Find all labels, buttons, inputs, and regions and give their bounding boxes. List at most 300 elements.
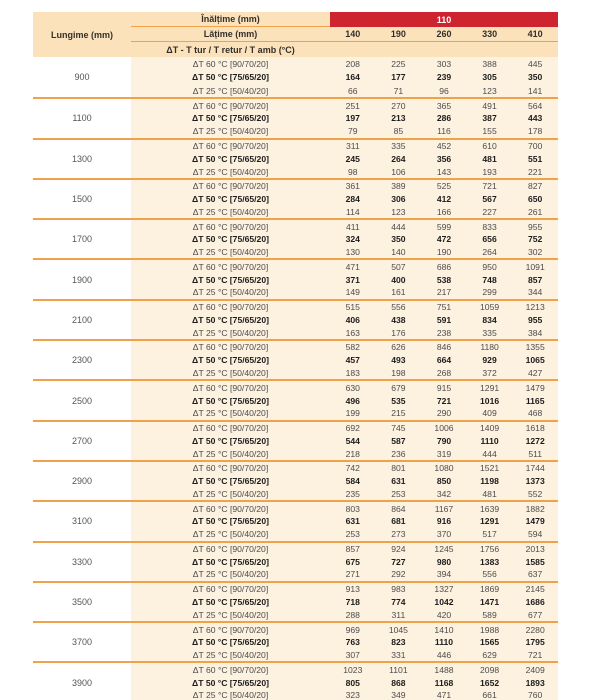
width-value-cell: 410 [512, 27, 558, 42]
output-value-cell: 515 [345, 302, 360, 313]
length-group [33, 258, 558, 298]
length-value-cell: 1100 [33, 99, 131, 137]
output-value-cell: 1023 [343, 664, 363, 675]
output-value-cell: 1744 [525, 463, 545, 474]
output-value-cell: 427 [528, 367, 543, 378]
output-value-cell: 1180 [480, 342, 499, 353]
output-value-cell: 1488 [434, 664, 454, 675]
dt60-row-label: ΔT 60 °C [90/70/20] [192, 624, 269, 635]
output-value-cell: 303 [436, 58, 452, 69]
output-value-cell: 1410 [434, 624, 454, 635]
output-value-cell: 868 [391, 677, 406, 688]
output-value-cell: 1355 [525, 342, 545, 353]
length-value-cell: 1500 [33, 180, 131, 218]
output-value-cell: 599 [436, 221, 452, 232]
dt25-row-label: ΔT 25 °C [50/40/20] [192, 206, 269, 217]
output-value-cell: 452 [436, 140, 452, 151]
dt25-row-label: ΔT 25 °C [50/40/20] [192, 488, 269, 499]
output-value-cell: 331 [391, 650, 406, 661]
output-value-cell: 217 [436, 287, 452, 298]
output-value-cell: 929 [482, 355, 497, 366]
output-value-cell: 1291 [480, 382, 500, 393]
output-value-cell: 384 [528, 327, 543, 338]
output-value-cell: 225 [391, 58, 406, 69]
output-value-cell: 686 [436, 261, 452, 272]
dt60-row-label: ΔT 60 °C [90/70/20] [192, 664, 269, 675]
output-value-cell: 587 [391, 435, 406, 446]
output-value-cell: 915 [436, 382, 452, 393]
output-value-cell: 552 [528, 488, 543, 499]
output-value-cell: 535 [391, 395, 406, 406]
dt50-row-label: ΔT 50 °C [75/65/20] [192, 516, 269, 527]
output-value-cell: 411 [345, 221, 360, 232]
output-value-cell: 721 [528, 650, 543, 661]
output-value-cell: 236 [391, 448, 406, 459]
output-value-cell: 66 [348, 85, 358, 96]
output-value-cell: 2145 [525, 584, 545, 595]
output-value-cell: 106 [391, 166, 406, 177]
output-value-cell: 1198 [480, 476, 499, 487]
dt60-row-label: ΔT 60 °C [90/70/20] [192, 221, 269, 232]
dt60-row-label: ΔT 60 °C [90/70/20] [192, 100, 269, 111]
output-value-cell: 290 [436, 408, 452, 419]
length-group [33, 218, 558, 258]
length-value-cell: 3100 [33, 502, 131, 540]
output-value-cell: 924 [391, 543, 406, 554]
output-value-cell: 1882 [525, 503, 545, 514]
dt50-row-label: ΔT 50 °C [75/65/20] [192, 355, 269, 366]
dt50-row-label: ΔT 50 °C [75/65/20] [192, 274, 269, 285]
output-value-cell: 253 [345, 529, 360, 540]
output-value-cell: 752 [528, 234, 543, 245]
output-value-cell: 471 [436, 690, 452, 700]
length-group [33, 661, 558, 700]
output-value-cell: 361 [345, 181, 360, 192]
output-value-cell: 980 [436, 556, 452, 567]
output-value-cell: 292 [391, 569, 406, 580]
output-value-cell: 582 [345, 342, 360, 353]
dt50-row-label: ΔT 50 °C [75/65/20] [192, 395, 269, 406]
output-value-cell: 718 [345, 597, 360, 607]
output-value-cell: 163 [345, 327, 360, 338]
output-value-cell: 350 [528, 72, 543, 83]
dt25-row-label: ΔT 25 °C [50/40/20] [192, 367, 269, 378]
output-value-cell: 594 [528, 529, 543, 540]
length-group [33, 299, 558, 339]
output-value-cell: 208 [345, 58, 360, 69]
length-value-cell: 2100 [33, 301, 131, 339]
length-value-cell: 3300 [33, 543, 131, 581]
dt25-row-label: ΔT 25 °C [50/40/20] [192, 85, 269, 96]
table-body [33, 57, 558, 700]
output-value-cell: 388 [482, 58, 497, 69]
output-value-cell: 983 [391, 584, 406, 595]
output-value-cell: 1373 [525, 476, 545, 487]
output-value-cell: 273 [391, 529, 406, 540]
output-value-cell: 692 [345, 423, 360, 434]
output-value-cell: 164 [345, 72, 360, 83]
output-value-cell: 288 [345, 609, 360, 620]
output-value-cell: 1686 [525, 597, 545, 607]
length-value-cell: 2900 [33, 462, 131, 500]
dt25-row-label: ΔT 25 °C [50/40/20] [192, 690, 269, 700]
output-value-cell: 199 [345, 408, 360, 419]
length-value-cell: 2500 [33, 381, 131, 419]
dt25-row-label: ΔT 25 °C [50/40/20] [192, 448, 269, 459]
output-value-cell: 1101 [389, 664, 408, 675]
output-value-cell: 370 [436, 529, 452, 540]
output-value-cell: 675 [345, 556, 360, 567]
output-value-cell: 677 [528, 609, 543, 620]
output-value-cell: 584 [345, 476, 360, 487]
dt60-row-label: ΔT 60 °C [90/70/20] [192, 423, 269, 434]
height-value-bar: 110 [330, 12, 558, 27]
length-value-cell: 900 [33, 57, 131, 97]
output-value-cell: 409 [482, 408, 497, 419]
dt25-row-label: ΔT 25 °C [50/40/20] [192, 650, 269, 661]
output-value-cell: 591 [436, 314, 452, 325]
delta-t-header-cell: ΔT - T tur / T retur / T amb (°C) [131, 42, 330, 57]
output-value-cell: 1080 [434, 463, 454, 474]
output-value-cell: 406 [345, 314, 360, 325]
output-value-cell: 176 [391, 327, 406, 338]
output-value-cell: 221 [528, 166, 543, 177]
output-value-cell: 264 [482, 247, 497, 258]
output-value-cell: 955 [528, 314, 543, 325]
output-value-cell: 491 [482, 100, 497, 111]
output-value-cell: 387 [482, 113, 497, 124]
output-value-cell: 544 [345, 435, 360, 446]
output-value-cell: 140 [391, 247, 406, 258]
output-value-cell: 1213 [525, 302, 545, 313]
output-value-cell: 311 [345, 140, 360, 151]
output-value-cell: 1618 [525, 423, 545, 434]
output-value-cell: 335 [482, 327, 497, 338]
output-value-cell: 751 [436, 302, 452, 313]
output-value-cell: 1795 [525, 637, 545, 648]
dt60-row-label: ΔT 60 °C [90/70/20] [192, 181, 269, 192]
length-value-cell: 1300 [33, 140, 131, 178]
output-value-cell: 471 [345, 261, 360, 272]
output-value-cell: 284 [345, 194, 360, 205]
output-value-cell: 664 [436, 355, 452, 366]
output-value-cell: 193 [482, 166, 497, 177]
output-value-cell: 190 [436, 247, 452, 258]
table-header [33, 12, 558, 57]
output-value-cell: 564 [528, 100, 543, 111]
output-value-cell: 834 [482, 314, 497, 325]
dt50-row-label: ΔT 50 °C [75/65/20] [192, 194, 269, 205]
output-value-cell: 742 [345, 463, 360, 474]
dt50-row-label: ΔT 50 °C [75/65/20] [192, 637, 269, 648]
output-value-cell: 302 [528, 247, 543, 258]
output-value-cell: 833 [482, 221, 497, 232]
output-value-cell: 2098 [480, 664, 500, 675]
output-value-cell: 801 [391, 463, 406, 474]
output-value-cell: 215 [391, 408, 406, 419]
output-value-cell: 1383 [480, 556, 500, 567]
output-value-cell: 556 [391, 302, 406, 313]
output-value-cell: 227 [482, 206, 497, 217]
output-value-cell: 850 [436, 476, 452, 487]
output-value-cell: 372 [482, 367, 497, 378]
output-value-cell: 356 [436, 153, 452, 164]
output-value-cell: 763 [345, 637, 360, 648]
output-value-cell: 1479 [525, 516, 545, 527]
output-value-cell: 481 [482, 488, 497, 499]
output-value-cell: 114 [345, 206, 360, 217]
output-value-cell: 444 [482, 448, 497, 459]
dt25-row-label: ΔT 25 °C [50/40/20] [192, 166, 269, 177]
output-value-cell: 1091 [525, 261, 545, 272]
dt60-row-label: ΔT 60 °C [90/70/20] [192, 342, 269, 353]
output-value-cell: 857 [345, 543, 360, 554]
output-value-cell: 823 [391, 637, 406, 648]
dt25-row-label: ΔT 25 °C [50/40/20] [192, 126, 269, 137]
output-value-cell: 721 [482, 181, 497, 192]
length-value-cell: 3900 [33, 663, 131, 700]
output-value-cell: 629 [482, 650, 497, 661]
output-value-cell: 178 [528, 126, 543, 137]
output-value-cell: 218 [345, 448, 360, 459]
dt50-row-label: ΔT 50 °C [75/65/20] [192, 476, 269, 487]
output-value-cell: 700 [528, 140, 543, 151]
dt50-row-label: ΔT 50 °C [75/65/20] [192, 677, 269, 688]
output-value-cell: 1006 [434, 423, 454, 434]
output-value-cell: 1165 [525, 395, 545, 406]
dt50-row-label: ΔT 50 °C [75/65/20] [192, 153, 269, 164]
output-value-cell: 661 [482, 690, 497, 700]
dt60-row-label: ΔT 60 °C [90/70/20] [192, 261, 269, 272]
dt25-row-label: ΔT 25 °C [50/40/20] [192, 287, 269, 298]
output-value-cell: 166 [436, 206, 452, 217]
output-value-cell: 323 [345, 690, 360, 700]
width-value-cell: 260 [421, 27, 467, 42]
output-value-cell: 183 [345, 367, 360, 378]
output-value-cell: 630 [345, 382, 360, 393]
output-value-cell: 445 [528, 58, 543, 69]
length-value-cell: 3700 [33, 623, 131, 661]
dt60-row-label: ΔT 60 °C [90/70/20] [192, 543, 269, 554]
output-value-cell: 149 [345, 287, 360, 298]
output-value-cell: 96 [439, 85, 449, 96]
output-value-cell: 371 [345, 274, 360, 285]
dt60-row-label: ΔT 60 °C [90/70/20] [192, 58, 269, 69]
output-value-cell: 760 [528, 690, 543, 700]
output-value-cell: 525 [436, 181, 452, 192]
output-value-cell: 864 [391, 503, 406, 514]
output-value-cell: 412 [436, 194, 452, 205]
output-value-cell: 1168 [434, 677, 454, 688]
output-value-cell: 71 [393, 85, 404, 96]
output-value-cell: 468 [528, 408, 543, 419]
length-group [33, 57, 558, 97]
output-value-cell: 123 [482, 85, 497, 96]
output-value-cell: 245 [345, 153, 360, 164]
width-value-cell: 330 [467, 27, 513, 42]
output-value-cell: 567 [482, 194, 497, 205]
dt25-row-label: ΔT 25 °C [50/40/20] [192, 247, 269, 258]
output-value-cell: 748 [482, 274, 497, 285]
dt25-row-label: ΔT 25 °C [50/40/20] [192, 529, 269, 540]
dt50-row-label: ΔT 50 °C [75/65/20] [192, 72, 269, 83]
output-value-cell: 1167 [434, 503, 454, 514]
dt50-row-label: ΔT 50 °C [75/65/20] [192, 234, 269, 245]
output-value-cell: 481 [482, 153, 497, 164]
output-value-cell: 650 [528, 194, 543, 205]
output-value-cell: 177 [391, 72, 406, 83]
length-group [33, 339, 558, 379]
output-value-cell: 438 [391, 314, 406, 325]
output-value-cell: 286 [436, 113, 452, 124]
output-value-cell: 443 [528, 113, 543, 124]
output-value-cell: 790 [436, 435, 452, 446]
length-value-cell: 1700 [33, 220, 131, 258]
dt50-row-label: ΔT 50 °C [75/65/20] [192, 556, 269, 567]
output-value-cell: 916 [436, 516, 452, 527]
dt60-row-label: ΔT 60 °C [90/70/20] [192, 463, 269, 474]
output-value-cell: 238 [436, 327, 452, 338]
output-value-cell: 251 [345, 100, 360, 111]
output-value-cell: 1409 [480, 423, 500, 434]
output-value-cell: 496 [345, 395, 360, 406]
output-value-cell: 1756 [480, 543, 500, 554]
output-value-cell: 349 [391, 690, 406, 700]
output-value-cell: 394 [436, 569, 452, 580]
output-value-cell: 444 [391, 221, 406, 232]
output-value-cell: 969 [345, 624, 360, 635]
output-value-cell: 2409 [525, 664, 545, 675]
output-value-cell: 511 [528, 448, 543, 459]
output-value-cell: 305 [482, 72, 497, 83]
output-value-cell: 637 [528, 569, 543, 580]
output-value-cell: 805 [345, 677, 360, 688]
output-value-cell: 324 [345, 234, 360, 245]
length-group [33, 500, 558, 540]
output-value-cell: 389 [391, 181, 406, 192]
output-value-cell: 679 [391, 382, 406, 393]
output-value-cell: 1045 [388, 624, 408, 635]
length-group [33, 581, 558, 621]
output-value-cell: 365 [436, 100, 452, 111]
output-value-cell: 261 [528, 206, 543, 217]
dt25-row-label: ΔT 25 °C [50/40/20] [192, 609, 269, 620]
output-value-cell: 551 [528, 153, 543, 164]
output-value-cell: 803 [345, 503, 360, 514]
dt25-row-label: ΔT 25 °C [50/40/20] [192, 408, 269, 419]
output-value-cell: 400 [391, 274, 406, 285]
output-value-cell: 1291 [480, 516, 500, 527]
width-label-cell: Lățime (mm) [131, 27, 330, 42]
output-value-cell: 472 [436, 234, 452, 245]
output-value-cell: 161 [391, 287, 406, 298]
output-value-cell: 130 [345, 247, 360, 258]
output-value-cell: 319 [436, 448, 452, 459]
output-value-cell: 610 [482, 140, 497, 151]
length-value-cell: 2300 [33, 341, 131, 379]
output-value-cell: 270 [391, 100, 406, 111]
output-value-cell: 1110 [480, 435, 499, 446]
output-value-cell: 253 [391, 488, 406, 499]
output-value-cell: 1521 [480, 463, 500, 474]
output-value-cell: 774 [391, 597, 406, 607]
output-value-cell: 116 [437, 126, 451, 137]
output-value-cell: 1652 [480, 677, 500, 688]
output-value-cell: 2280 [525, 624, 545, 635]
length-group [33, 379, 558, 419]
dt25-row-label: ΔT 25 °C [50/40/20] [192, 327, 269, 338]
output-value-cell: 342 [436, 488, 452, 499]
output-value-cell: 727 [391, 556, 406, 567]
length-column-header: Lungime (mm) [33, 12, 131, 57]
output-value-cell: 143 [436, 166, 452, 177]
output-value-cell: 299 [482, 287, 497, 298]
length-group [33, 97, 558, 137]
dt50-row-label: ΔT 50 °C [75/65/20] [192, 435, 269, 446]
output-value-cell: 1065 [525, 355, 545, 366]
output-value-cell: 141 [528, 85, 543, 96]
length-group [33, 138, 558, 178]
output-value-cell: 98 [348, 166, 358, 177]
output-value-cell: 268 [436, 367, 452, 378]
output-value-cell: 745 [391, 423, 406, 434]
output-value-cell: 155 [482, 126, 497, 137]
radiator-output-table [33, 12, 558, 700]
output-value-cell: 631 [391, 476, 406, 487]
width-value-cell: 190 [376, 27, 422, 42]
output-value-cell: 271 [345, 569, 360, 580]
output-value-cell: 1988 [480, 624, 500, 635]
output-value-cell: 264 [391, 153, 406, 164]
output-value-cell: 446 [436, 650, 452, 661]
output-value-cell: 1327 [434, 584, 454, 595]
output-value-cell: 1110 [434, 637, 454, 648]
output-value-cell: 827 [528, 181, 543, 192]
length-value-cell: 3500 [33, 583, 131, 621]
output-value-cell: 631 [345, 516, 360, 527]
output-value-cell: 1272 [525, 435, 545, 446]
output-value-cell: 626 [391, 342, 406, 353]
output-value-cell: 507 [391, 261, 406, 272]
header-filler [330, 42, 558, 57]
output-value-cell: 197 [345, 113, 360, 124]
width-value-cell: 140 [330, 27, 376, 42]
output-value-cell: 1869 [480, 584, 500, 595]
output-value-cell: 85 [393, 126, 404, 137]
length-group [33, 541, 558, 581]
dt60-row-label: ΔT 60 °C [90/70/20] [192, 584, 269, 595]
output-value-cell: 656 [482, 234, 497, 245]
output-value-cell: 2013 [525, 543, 545, 554]
length-value-cell: 1900 [33, 260, 131, 298]
output-value-cell: 846 [436, 342, 452, 353]
output-value-cell: 344 [528, 287, 543, 298]
output-value-cell: 1893 [525, 677, 545, 688]
output-value-cell: 457 [345, 355, 360, 366]
output-value-cell: 538 [436, 274, 452, 285]
length-group [33, 420, 558, 460]
output-value-cell: 493 [391, 355, 406, 366]
output-value-cell: 306 [391, 194, 406, 205]
output-value-cell: 589 [482, 609, 497, 620]
dt50-row-label: ΔT 50 °C [75/65/20] [192, 597, 269, 607]
output-value-cell: 235 [345, 488, 360, 499]
output-value-cell: 307 [345, 650, 360, 661]
length-value-cell: 2700 [33, 422, 131, 460]
output-value-cell: 857 [528, 274, 543, 285]
dt50-row-label: ΔT 50 °C [75/65/20] [192, 314, 269, 325]
output-value-cell: 1471 [480, 597, 500, 607]
